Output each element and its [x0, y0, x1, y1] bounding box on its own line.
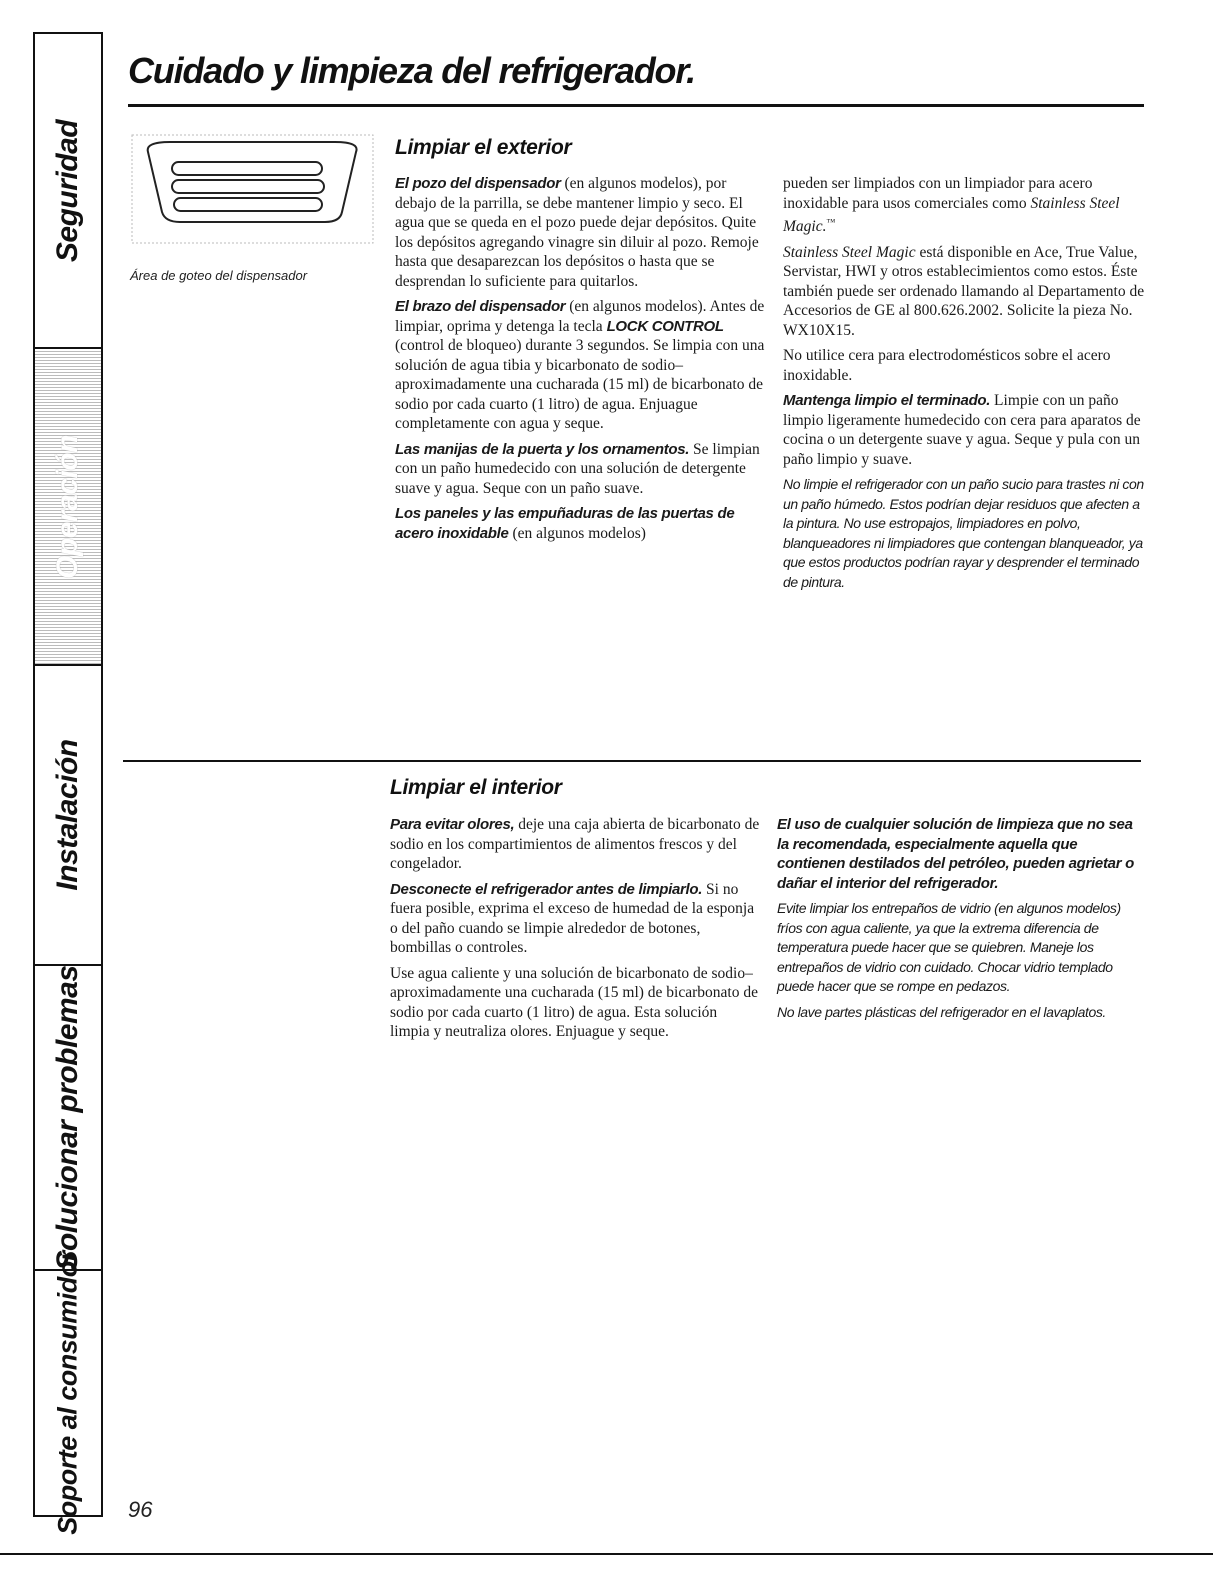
paragraph-text: deje una caja abierta de bicarbonato de sodio en los compartimientos de alimentos frescos y del congelador.: [390, 816, 760, 872]
paragraph-text: (en algunos modelos), por debajo de la parrilla, se debe mantener limpio y seco. El agua que se queda en el pozo puede dejar depósitos. Quite los depósitos agregando vinagre sin diluir al pozo. Remoje hasta que desaparezcan los depósitos o hasta que se desprendan lo suficiente para quitarlos.: [395, 175, 759, 290]
interior-column-right: [777, 815, 1143, 1028]
title-rule: [128, 104, 1144, 107]
paragraph-lead: Los paneles y las empuñaduras de las puertas de acero inoxidable: [395, 505, 735, 542]
caution-paragraph: Evite limpiar los entrepaños de vidrio (en algunos modelos) fríos con agua caliente, ya que la extrema diferencia de temperatura puede hacer que se quiebren. Maneje los entrepaños de vidrio con cuidado. Chocar vidrio templado puede hacer que se rompe en pedazos.: [777, 900, 1121, 994]
paragraph: [390, 964, 760, 1042]
paragraph: [395, 174, 767, 291]
dispenser-drip-area-illustration: [130, 132, 375, 247]
paragraph-lead: Mantenga limpio el terminado.: [783, 392, 991, 410]
interior-heading: Limpiar el interior: [390, 776, 562, 799]
trademark-symbol: ™: [826, 217, 836, 227]
paragraph: [390, 815, 760, 874]
paragraph: [783, 243, 1145, 341]
paragraph: [395, 440, 767, 499]
tab-label: Operación: [51, 434, 84, 579]
paragraph-lead: El pozo del dispensador: [395, 175, 561, 192]
exterior-heading: Limpiar el exterior: [395, 136, 572, 159]
paragraph-text: está disponible en Ace, True Value, Servistar, HWI y otros establecimientos como estos. Éste también puede ser ordenado llamando al Departamento de Accesorios de GE al 800.626.2002. Solicite la pieza No. WX10X15.: [783, 243, 1145, 339]
paragraph-lead: Para evitar olores,: [390, 816, 515, 833]
tab-label: Seguridad: [51, 119, 84, 262]
tab-instalacion[interactable]: [35, 666, 101, 966]
exterior-column-left: [395, 174, 767, 549]
tab-solucionar-problemas[interactable]: [35, 966, 101, 1271]
paragraph: [783, 391, 1145, 469]
bottom-rule: [0, 1553, 1213, 1555]
page-title: Cuidado y limpieza del refrigerador.: [128, 50, 695, 91]
page-number: 96: [128, 1497, 153, 1522]
paragraph: [783, 174, 1145, 237]
interior-column-left: [390, 815, 760, 1048]
paragraph-text: Si no fuera posible, exprima el exceso de humedad de la esponja o del paño cuando se limpie alrededor de botones, bombillas o controles.: [390, 880, 755, 956]
brand-name: Stainless Steel Magic.: [783, 194, 1120, 236]
section-sidebar: [33, 32, 103, 1535]
paragraph-lead: Las manijas de la puerta y los ornamentos.: [395, 440, 690, 458]
paragraph-text: pueden ser limpiados con un limpiador para acero inoxidable para usos comerciales como: [783, 175, 1093, 212]
caution-paragraph: No limpie el refrigerador con un paño sucio para trastes ni con un paño húmedo. Estos podrían dejar residuos que afecten a la pintura. No use estropajos, limpiadores en polvo, blanqueadores ni limpiadores que contengan blanqueador, ya que estos productos podrían rayar y desprender el terminado de pintura.: [783, 476, 1144, 590]
paragraph-text: Se limpian con un paño humedecido con una solución de detergente suave y agua. Seque con un paño suave.: [395, 440, 760, 497]
paragraph-text: Use agua caliente y una solución de bicarbonato de sodio–aproximadamente una cucharada (15 ml) de bicarbonato de sodio por cada cuarto (1 litro) de agua. Esta solución limpia y neutraliza olores. Enjuague y seque.: [390, 964, 758, 1040]
cleaning-warning: El uso de cualquier solución de limpieza que no sea la recomendada, especialmente aquella que contienen destilados del petróleo, pueden agrietar o dañar el interior del refrigerador.: [777, 816, 1134, 892]
exterior-column-right: [783, 174, 1145, 598]
paragraph: [390, 880, 760, 958]
tab-operacion[interactable]: [35, 349, 101, 666]
tab-label: Soporte al consumidor: [52, 1251, 83, 1535]
brand-name: Stainless Steel Magic: [783, 243, 916, 261]
tab-soporte-consumidor[interactable]: [35, 1251, 101, 1535]
tab-label: Solucionar problemas: [51, 964, 84, 1271]
paragraph: [395, 297, 767, 434]
paragraph-lead: Desconecte el refrigerador antes de limpiarlo.: [390, 880, 703, 898]
tab-seguridad[interactable]: [35, 34, 101, 349]
caution-paragraph: No lave partes plásticas del refrigerador en el lavaplatos.: [777, 1003, 1106, 1020]
paragraph-text: No utilice cera para electrodomésticos sobre el acero inoxidable.: [783, 347, 1111, 384]
lock-control-key: LOCK CONTROL: [606, 317, 724, 335]
paragraph: [395, 504, 767, 543]
paragraph-text: (en algunos modelos). Antes de limpiar, oprima y detenga la tecla: [395, 298, 765, 335]
paragraph-lead: El brazo del dispensador: [395, 298, 566, 315]
tab-label: Instalación: [51, 739, 84, 891]
paragraph-text: (en algunos modelos): [508, 524, 646, 542]
section-divider: [123, 760, 1141, 762]
paragraph-text: Limpie con un paño limpio ligeramente humedecido con cera para aparatos de cocina o un detergente suave y agua. Seque y pula con un paño limpio y suave.: [783, 392, 1141, 468]
illustration-caption: Área de goteo del dispensador: [130, 268, 308, 283]
paragraph: [783, 346, 1145, 385]
paragraph-text: (control de bloqueo) durante 3 segundos. Se limpia con una solución de agua tibia y bicarbonato de sodio–aproximadamente una cucharada (15 ml) de bicarbonato de sodio por cada cuarto (1 litro) de agua. Enjuague completamente con agua y seque.: [395, 337, 765, 432]
